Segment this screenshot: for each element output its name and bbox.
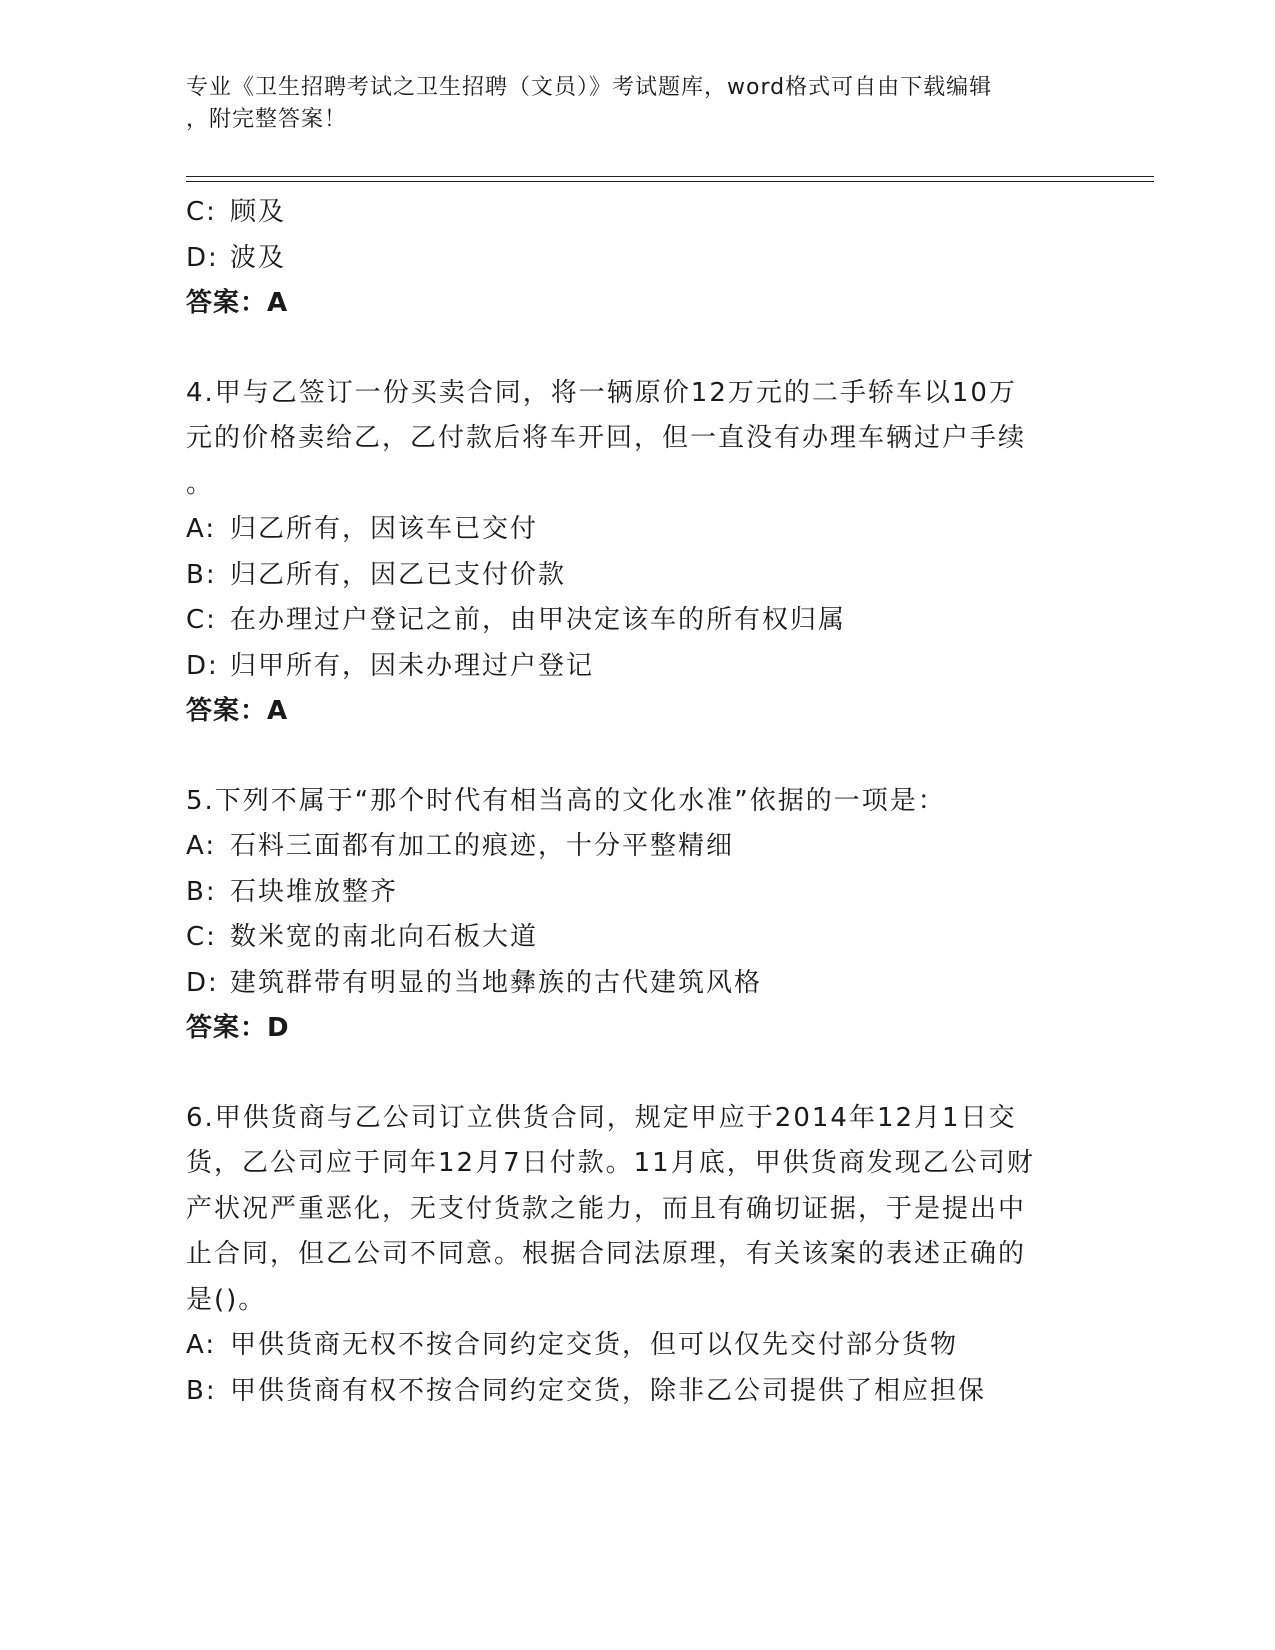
option-letter: A: xyxy=(186,1330,217,1360)
option-letter: B: xyxy=(186,876,217,907)
option-c xyxy=(186,598,1086,644)
option-letter: A: xyxy=(186,831,217,861)
option-c xyxy=(186,190,1086,236)
question-text-line: 货，乙公司应于同年12月7日付款。11月底，甲供货商发现乙公司财 xyxy=(186,1148,1035,1178)
option-text: 波及 xyxy=(230,242,287,273)
header-line-1: 专业《卫生招聘考试之卫生招聘（文员）》考试题库，word格式可自由下载编辑 xyxy=(186,75,993,100)
option-letter: D: xyxy=(186,650,219,681)
option-text: 归乙所有，因乙已支付价款 xyxy=(230,559,567,590)
option-a xyxy=(186,1323,1086,1369)
question-text-line: 6.甲供货商与乙公司订立供货合同，规定甲应于2014年12月1日交 xyxy=(186,1102,1017,1133)
option-d xyxy=(186,644,1086,690)
question-text-line: 。 xyxy=(186,468,215,499)
question-text-line: 元的价格卖给乙，乙付款后将车开回，但一直没有办理车辆过户手续 xyxy=(186,423,1027,453)
answer-line: 答案：A xyxy=(186,288,289,318)
option-b xyxy=(186,1369,1086,1415)
answer-line: 答案：A xyxy=(186,696,289,726)
option-d xyxy=(186,961,1086,1007)
option-a xyxy=(186,507,1086,553)
option-text: 石块堆放整齐 xyxy=(230,876,399,907)
question-fragment xyxy=(186,190,1086,327)
answer-line: 答案：D xyxy=(186,1013,290,1043)
option-d xyxy=(186,236,1086,282)
question-text-line: 是()。 xyxy=(186,1284,267,1315)
question-5 xyxy=(186,779,1086,1052)
option-letter: D: xyxy=(186,967,219,998)
question-text-line: 4.甲与乙签订一份买卖合同，将一辆原价12万元的二手轿车以10万 xyxy=(186,377,1017,408)
question-text-line: 5.下列不属于“那个时代有相当高的文化水准”依据的一项是： xyxy=(186,785,946,816)
option-text: 在办理过户登记之前，由甲决定该车的所有权归属 xyxy=(230,605,847,635)
question-content xyxy=(186,190,1086,1414)
option-letter: C: xyxy=(186,197,217,227)
question-text-line: 止合同，但乙公司不同意。根据合同法原理，有关该案的表述正确的 xyxy=(186,1239,1027,1269)
option-text: 顾及 xyxy=(230,197,287,227)
option-text: 石料三面都有加工的痕迹，十分平整精细 xyxy=(230,831,735,861)
header-divider xyxy=(186,176,1154,182)
option-a xyxy=(186,824,1086,870)
option-text: 数米宽的南北向石板大道 xyxy=(230,922,539,952)
option-letter: C: xyxy=(186,922,217,952)
option-text: 建筑群带有明显的当地彝族的古代建筑风格 xyxy=(230,967,763,998)
option-text: 甲供货商无权不按合同约定交货，但可以仅先交付部分货物 xyxy=(230,1330,959,1360)
option-b xyxy=(186,553,1086,599)
option-letter: D: xyxy=(186,242,219,273)
option-c xyxy=(186,915,1086,961)
option-letter: B: xyxy=(186,559,217,590)
option-text: 甲供货商有权不按合同约定交货，除非乙公司提供了相应担保 xyxy=(230,1375,987,1406)
question-text-line: 产状况严重恶化，无支付货款之能力，而且有确切证据，于是提出中 xyxy=(186,1193,1027,1224)
option-letter: B: xyxy=(186,1375,217,1406)
page-header xyxy=(186,72,1086,136)
question-6 xyxy=(186,1096,1086,1415)
option-letter: A: xyxy=(186,514,217,544)
option-letter: C: xyxy=(186,605,217,635)
option-text: 归乙所有，因该车已交付 xyxy=(230,514,539,544)
header-line-2: ，附完整答案！ xyxy=(186,107,348,132)
option-text: 归甲所有，因未办理过户登记 xyxy=(230,650,595,681)
question-4 xyxy=(186,371,1086,735)
option-b xyxy=(186,870,1086,916)
